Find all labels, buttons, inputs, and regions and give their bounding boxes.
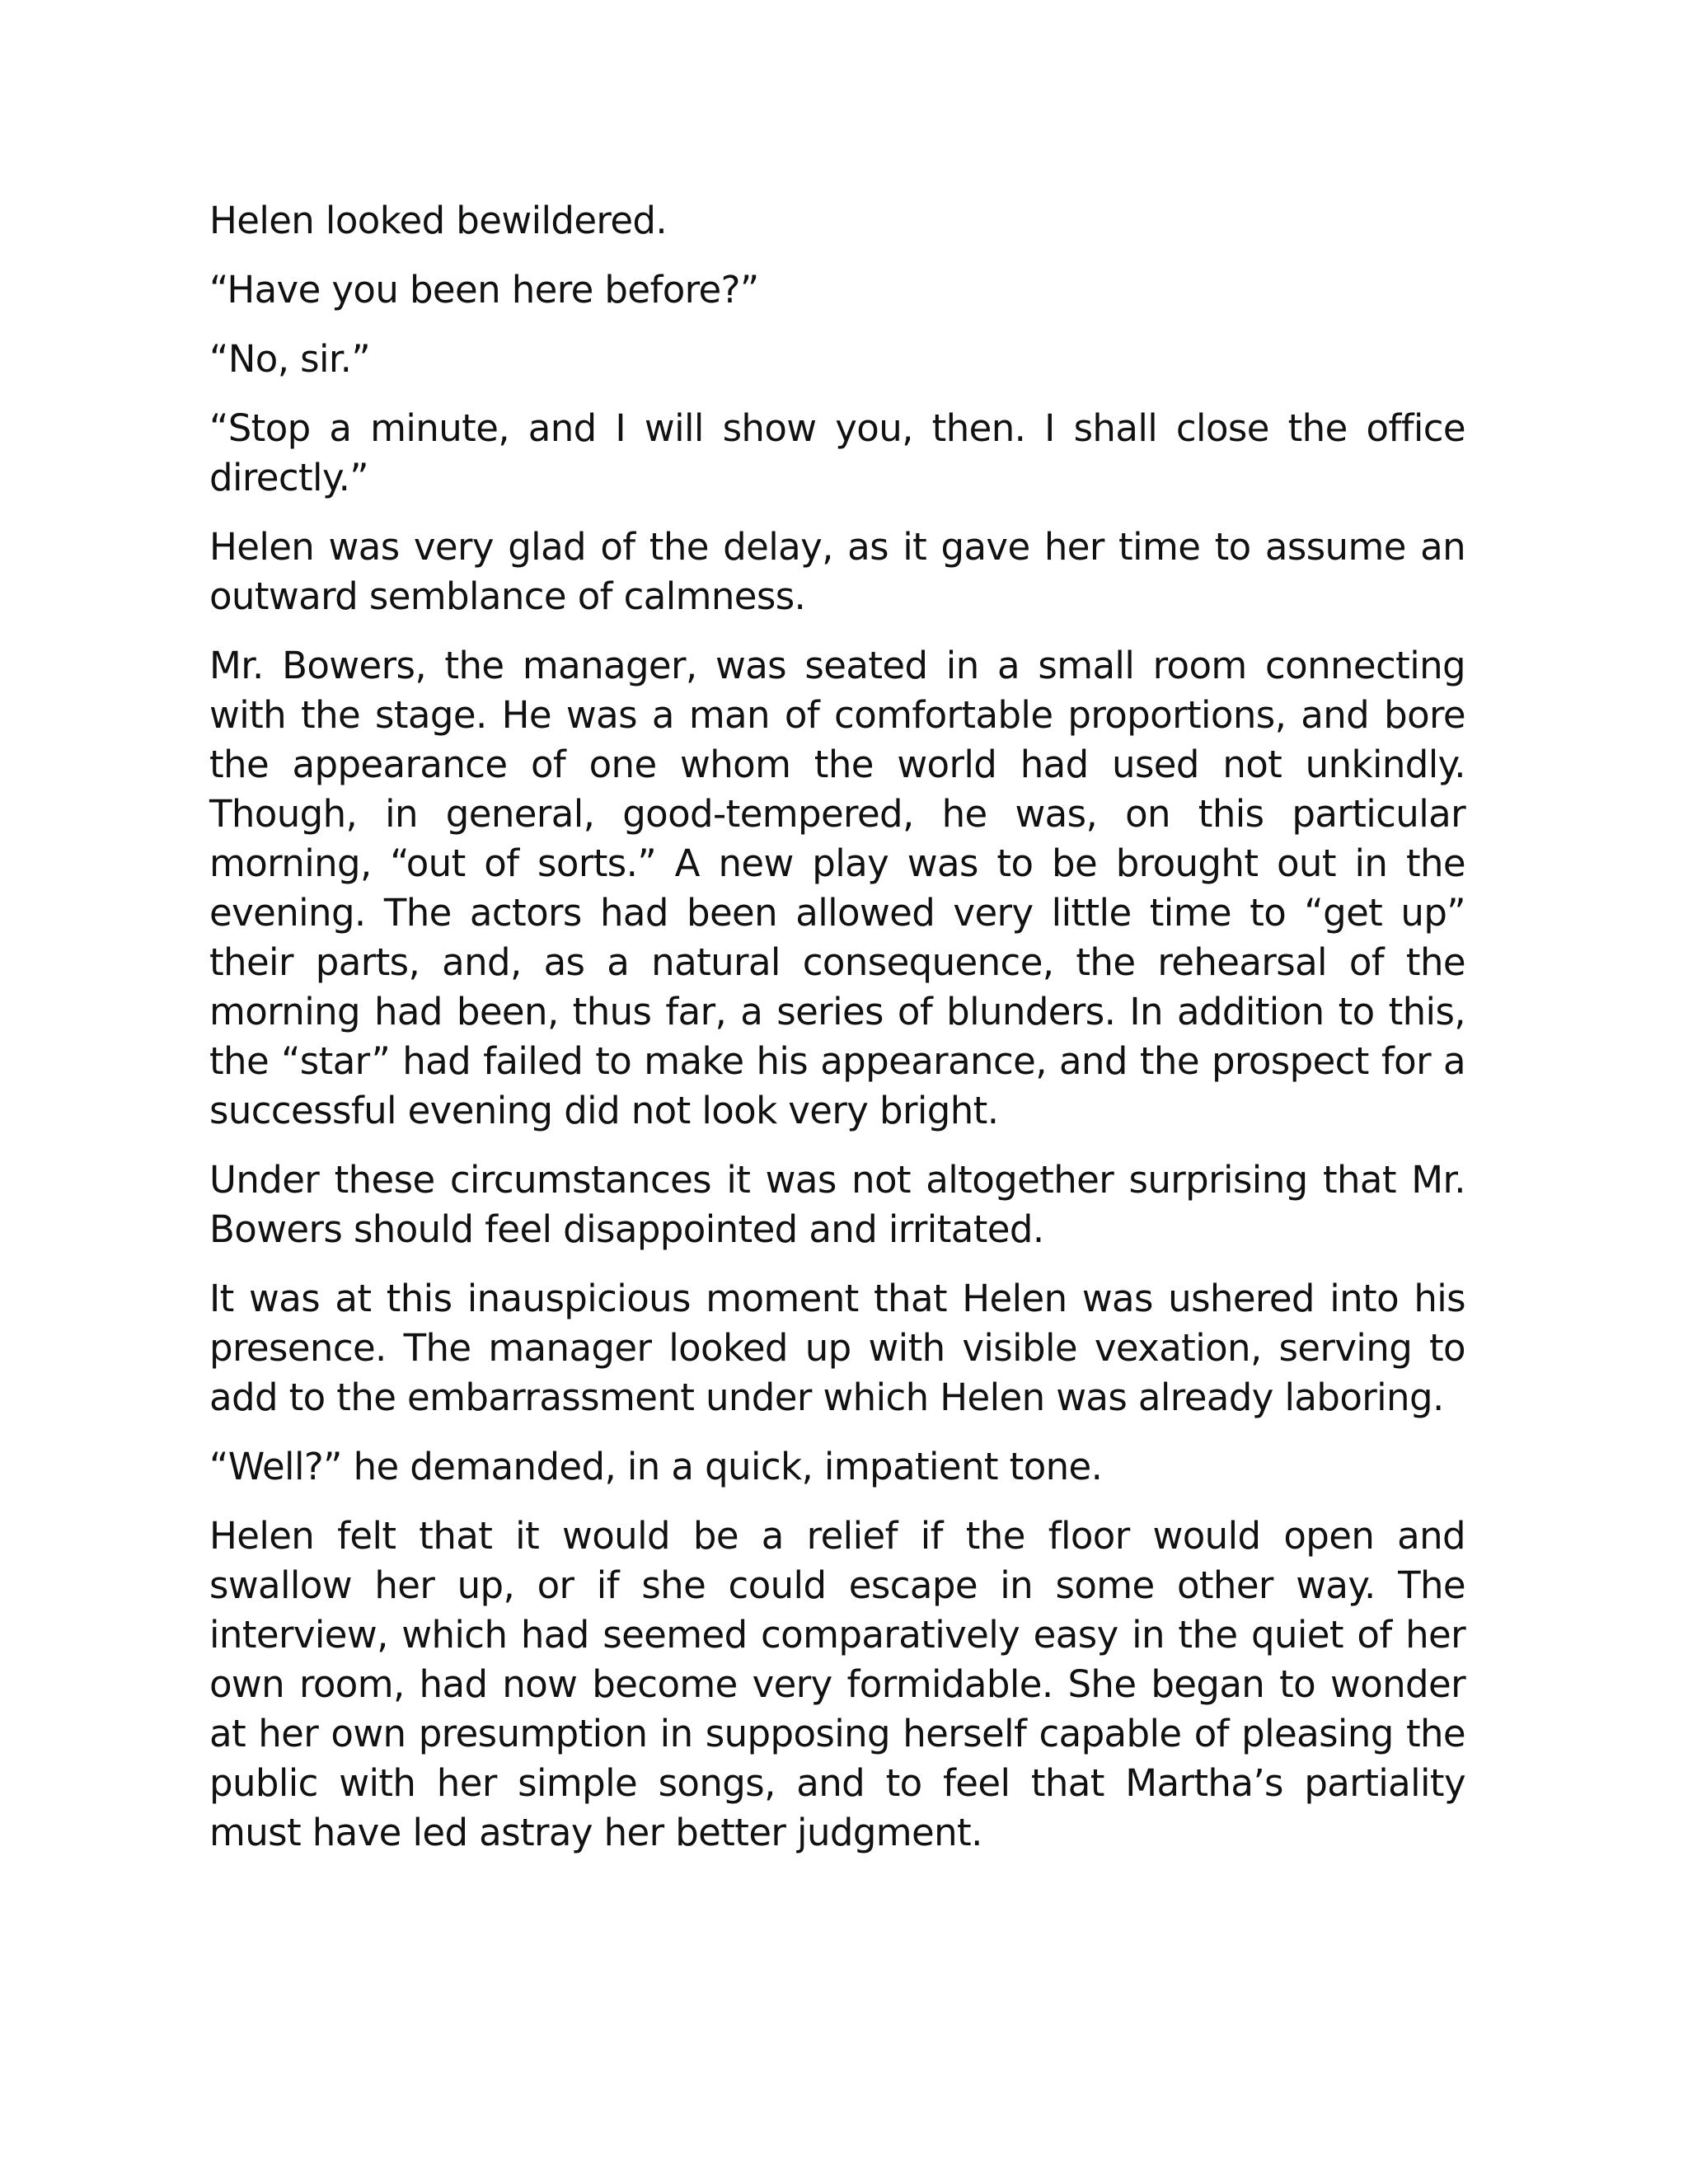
paragraph: Helen looked bewildered. — [209, 199, 668, 242]
paragraph: “Well?” he demanded, in a quick, impatient tone. — [209, 1445, 1103, 1488]
paragraph: “Have you been here before?” — [209, 268, 759, 312]
paragraph: Helen was very glad of the delay, as it gave her time to assume an outward semblance of calmness. — [209, 525, 1465, 618]
paragraph: “No, sir.” — [209, 337, 371, 381]
body-text — [209, 196, 1465, 1877]
paragraph: Helen felt that it would be a relief if the floor would open and swallow her up, or if she could escape in some other way. The interview, which had seemed comparatively easy in the quiet of her own room, had now become very formidable. She began to wonder at her own presumption in supposing herself capable of pleasing the public with her simple songs, and to feel that Martha’s partiality must have led astray her better judgment. — [209, 1514, 1465, 1854]
paragraph: It was at this inauspicious moment that Helen was ushered into his presence. The manager looked up with visible vexation, serving to add to the embarrassment under which Helen was already laboring. — [209, 1277, 1465, 1419]
paragraph: Under these circumstances it was not altogether surprising that Mr. Bowers should feel disappointed and irritated. — [209, 1158, 1465, 1251]
paragraph: Mr. Bowers, the manager, was seated in a small room connecting with the stage. He was a man of comfortable proportions, and bore the appearance of one whom the world had used not unkindly. Though, in general, good-tempered, he was, on this particular morning, “out of sorts.” A new play was to be brought out in the evening. The actors had been allowed very little time to “get up” their parts, and, as a natural consequence, the rehearsal of the morning had been, thus far, a series of blunders. In addition to this, the “star” had failed to make his appearance, and the prospect for a successful evening did not look very bright. — [209, 644, 1465, 1132]
paragraph: “Stop a minute, and I will show you, then. I shall close the office directly.” — [209, 406, 1465, 499]
